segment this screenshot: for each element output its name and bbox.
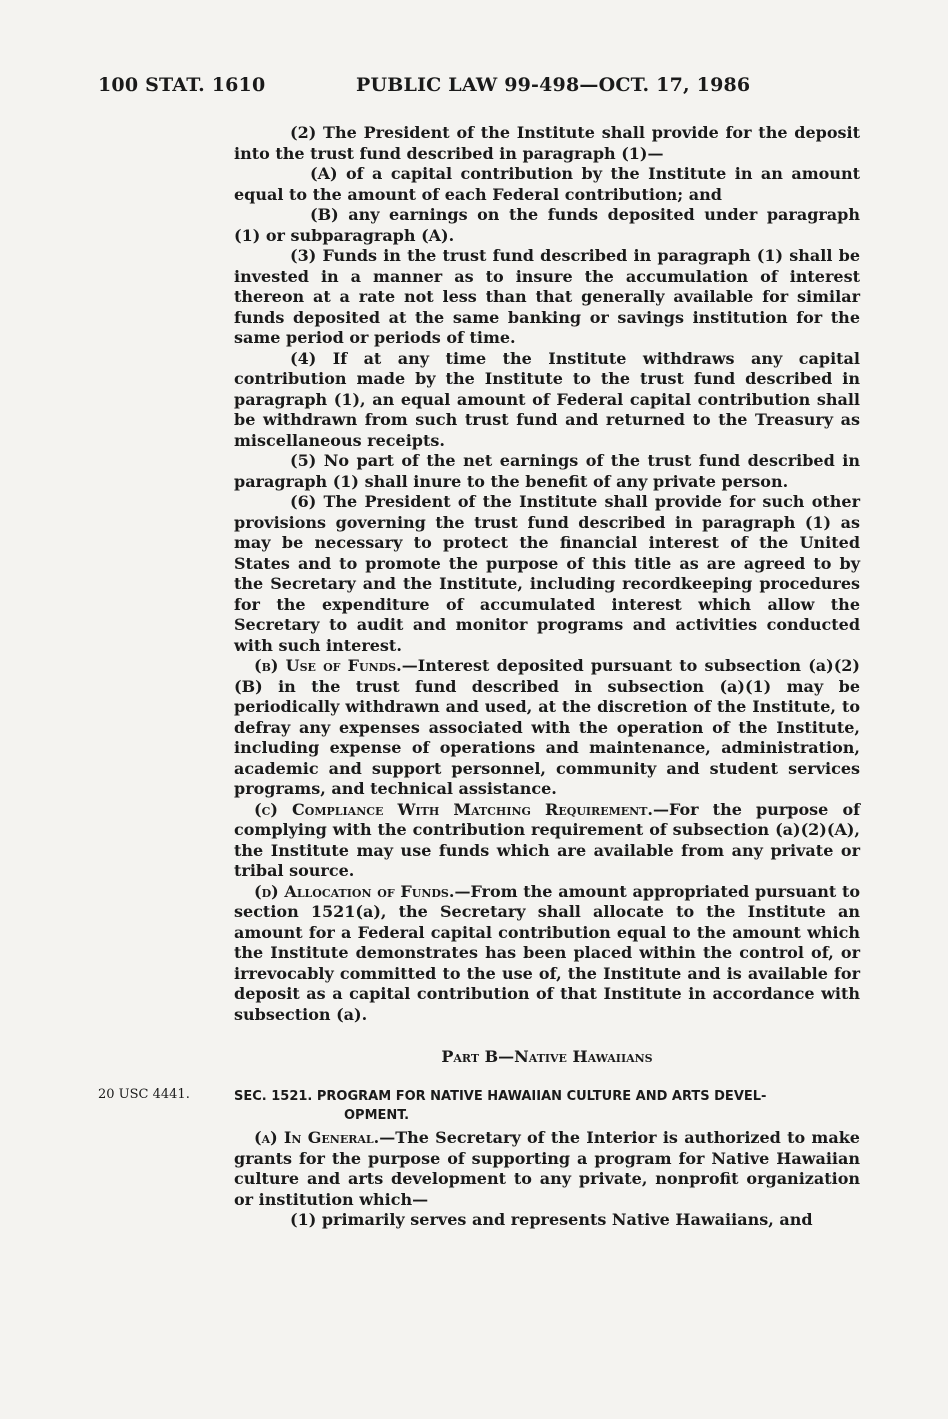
stat-page-number: 100 STAT. 1610 <box>98 74 266 96</box>
subsection-a-heading: (a) In General. <box>254 1128 380 1147</box>
subsection-d-text: —From the amount appropriated pursuant to section 1521(a), the Secretary shall allocate to the Institute an amount for a Federal capital contribution equal to the amount which the Institute demonstrates has been placed within the control of, or irrevocably committed to the use of, the Institute and is available for deposit as a capital contribution of that Institute in accordance with subsection (a). <box>234 881 861 1024</box>
part-title: Part B—Native Hawaiians <box>441 1047 653 1066</box>
subsection-a-text: —The Secretary of the Interior is authorized to make grants for the purpose of supporting a program for Native Hawaiian culture and arts development to any private, nonprofit organization or institution which— <box>234 1128 860 1209</box>
subsection-a-item-1: (1) primarily serves and represents Native Hawaiians, and <box>290 1210 813 1229</box>
paragraph-3: (3) Funds in the trust fund described in paragraph (1) shall be invested in a manner as to insure the accumulation of interest thereon at a rate not less than that generally available for similar funds deposited at the same banking or savings institution for the same period or periods of time. <box>234 246 860 347</box>
paragraph-2: (2) The President of the Institute shall provide for the deposit into the trust fund described in paragraph (1)— <box>234 123 860 163</box>
subsection-c-heading: (c) Compliance With Matching Requirement. <box>254 799 653 819</box>
subsection-b-heading: (b) Use of Funds. <box>254 656 402 675</box>
subsection-c-text: —For the purpose of complying with the contribution requirement of subsection (a)(2)(A), the Institute may use funds which are available from any private or tribal source. <box>234 799 861 880</box>
subsection-d-heading: (d) Allocation of Funds. <box>254 881 455 901</box>
section-heading-line2: OPMENT. <box>344 1108 410 1123</box>
subparagraph-a: (A) of a capital contribution by the Institute in an amount equal to the amount of each Federal contribution; and <box>234 164 860 204</box>
subsection-d <box>234 882 860 1026</box>
running-header: PUBLIC LAW 99-498—OCT. 17, 1986 <box>356 74 751 96</box>
section-heading <box>234 1087 860 1125</box>
margin-citation: 20 USC 4441. <box>98 1087 190 1102</box>
upper-body <box>234 123 860 1025</box>
section-heading-line1: SEC. 1521. PROGRAM FOR NATIVE HAWAIIAN CULTURE AND ARTS DEVEL- <box>234 1089 767 1104</box>
paragraph-4: (4) If at any time the Institute withdraws any capital contribution made by the Institute to the trust fund described in paragraph (1), an equal amount of Federal capital contribution shall be withdrawn from such trust fund and returned to the Treasury as miscellaneous receipts. <box>234 348 860 450</box>
subsection-c <box>234 800 860 882</box>
lower-body <box>234 1128 860 1231</box>
subsection-b <box>234 656 860 800</box>
paragraph-6: (6) The President of the Institute shall provide for such other provisions governing the trust fund described in paragraph (1) as may be necessary to protect the financial interest of the United States and to promote the purpose of this title as are agreed to by the Secretary and the Institute, including recordkeeping procedures for the expenditure of accumulated interest which allow the Secretary to audit and monitor programs and activities conducted with such interest. <box>234 492 860 655</box>
subsection-a <box>234 1128 860 1210</box>
paragraph-5: (5) No part of the net earnings of the trust fund described in paragraph (1) shall inure to the benefit of any private person. <box>234 451 860 491</box>
subsection-b-text: —Interest deposited pursuant to subsection (a)(2)(B) in the trust fund described in subsection (a)(1) may be periodically withdrawn and used, at the discretion of the Institute, to defray any expenses associated with the operation of the Institute, including expense of operations and maintenance, administration, academic and support personnel, community and student services programs, and technical assistance. <box>234 656 860 798</box>
subparagraph-b: (B) any earnings on the funds deposited under paragraph (1) or subparagraph (A). <box>234 205 860 245</box>
